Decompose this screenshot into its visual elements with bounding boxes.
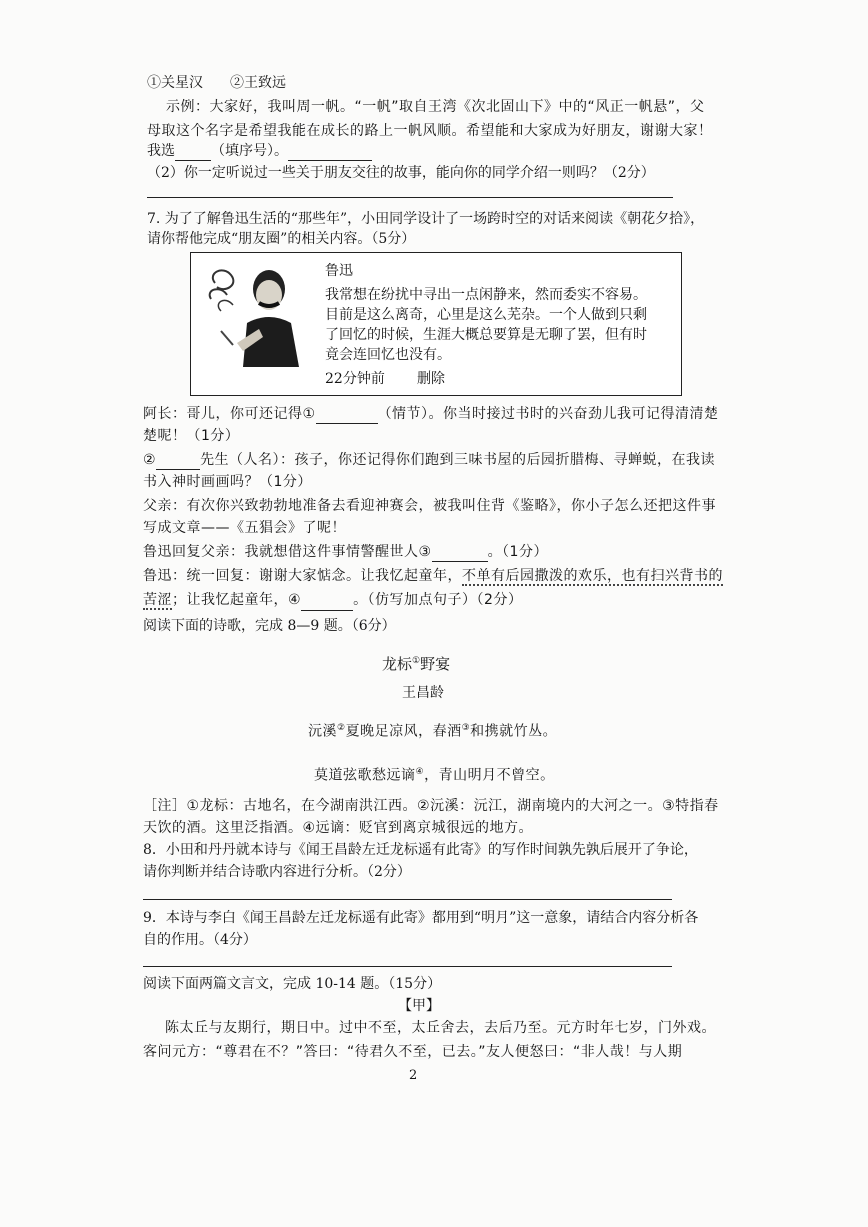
reply-all-end: 苦涩；让我忆起童年，④ 。（仿写加点句子）（2分）	[143, 590, 522, 611]
poem-note-1: ［注］①龙标：古地名，在今湖南洪江西。②沅溪：沅江，湖南境内的大河之一。③特指春	[143, 798, 719, 814]
comment-teacher: ② 先生（人名）：孩子，你还记得你们跑到三味书屋的后园折腊梅、寻蝉蜕，在我读	[143, 452, 716, 468]
q7-stem-2: 请你帮他完成“朋友圈”的相关内容。（5分）	[147, 231, 416, 247]
option-2: ②王致远	[230, 75, 286, 91]
choose-line: 我选 （填序号）。	[147, 141, 372, 161]
answer-blank[interactable]	[301, 596, 353, 611]
post-author: 鲁迅	[325, 263, 353, 279]
poem-note-2: 天饮的酒。这里泛指酒。④远谪：贬官到离京城很远的地方。	[143, 820, 534, 836]
poem-line-1: 沅溪②夏晚足凉风，春酒③和携就竹丛。	[308, 723, 558, 740]
comment-achang-end: 楚呢！（1分）	[143, 428, 240, 444]
q9-line-1: 9．本诗与李白《闻王昌龄左迁龙标遥有此寄》都用到“明月”这一意象，请结合内容分析各	[143, 910, 699, 926]
q6-part2: （2）你一定听说过一些关于朋友交往的故事，能向你的同学介绍一则吗？（2分）	[147, 165, 655, 181]
post-line: 我常想在纷扰中寻出一点闲静来，然而委实不容易。	[325, 287, 647, 303]
example-line-2: 母取这个名字是希望我能在成长的路上一帆风顺。希望能和大家成为好朋友，谢谢大家！	[147, 123, 713, 139]
poem-line-2: 莫道弦歌愁远谪④，青山明月不曾空。	[314, 767, 555, 784]
answer-blank[interactable]	[316, 409, 378, 424]
answer-blank[interactable]	[288, 146, 372, 161]
answer-line[interactable]	[143, 899, 672, 900]
post-line: 了回忆的时候，生涯大概总要算是无聊了罢，但有时	[325, 327, 647, 343]
q9-line-2: 自的作用。（4分）	[143, 932, 257, 948]
comment-father-end: 写成文章——《五猖会》了呢！	[143, 520, 346, 536]
comment-achang: 阿长：哥儿，你可还记得① （情节）。你当时接过书时的兴奋劲儿我可记得清清楚	[143, 406, 719, 422]
poem-author: 王昌龄	[402, 685, 444, 701]
poem-title: 龙标①野宴	[382, 655, 451, 673]
reply-all: 鲁迅：统一回复：谢谢大家惦念。让我忆起童年，不单有后园撒泼的欢乐，也有扫兴背书的	[143, 568, 723, 584]
example-line-1: 示例：大家好，我叫周一帆。“一帆”取自王湾《次北固山下》中的“风正一帆悬”，父	[166, 99, 705, 115]
answer-blank[interactable]	[432, 547, 488, 562]
delete-link[interactable]: 删除	[417, 371, 445, 387]
answer-line[interactable]	[147, 197, 673, 198]
post-line: 竟会连回忆也没有。	[325, 347, 451, 363]
post-time: 22分钟前	[325, 371, 385, 387]
passage-line-2: 客问元方：“尊君在不？”答曰：“待君久不至，已去。”友人便怒曰：“非人哉！与人期	[143, 1044, 683, 1060]
answer-blank[interactable]	[175, 146, 211, 161]
lu-xun-portrait-icon	[203, 259, 311, 367]
poem-intro: 阅读下面的诗歌，完成 8—9 题。（6分）	[143, 618, 396, 634]
comment-teacher-end: 书入神时画画吗？（1分）	[143, 474, 312, 490]
post-line: 目前是这么离奇，心里是这么芜杂。一个人做到只剩	[325, 307, 647, 323]
passage-header: 【甲】	[398, 998, 440, 1014]
option-1: ①关星汉	[147, 75, 203, 91]
q7-stem-1: 7. 为了了解鲁迅生活的“那些年”，小田同学设计了一场跨时空的对话来阅读《朝花夕拾》，	[147, 211, 705, 227]
reply-father: 鲁迅回复父亲：我就想借这件事情警醒世人③ 。（1分）	[143, 544, 548, 560]
moments-post	[190, 252, 682, 396]
q8-line-2: 请你判断并结合诗歌内容进行分析。（2分）	[143, 864, 411, 880]
answer-line[interactable]	[143, 966, 672, 967]
q8-line-1: 8．小田和丹丹就本诗与《闻王昌龄左迁龙标遥有此寄》的写作时间孰先孰后展开了争论，	[143, 842, 698, 858]
answer-blank[interactable]	[156, 455, 200, 470]
comment-father: 父亲：有次你兴致勃勃地准备去看迎神赛会，被我叫住背《鉴略》，你小子怎么还把这件事	[143, 498, 716, 514]
passage-line-1: 陈太丘与友期行，期日中。过中不至，太丘舍去，去后乃至。元方时年七岁，门外戏。	[165, 1020, 716, 1036]
page-number: 2	[409, 1068, 418, 1083]
classical-intro: 阅读下面两篇文言文，完成 10-14 题。（15分）	[143, 976, 442, 992]
